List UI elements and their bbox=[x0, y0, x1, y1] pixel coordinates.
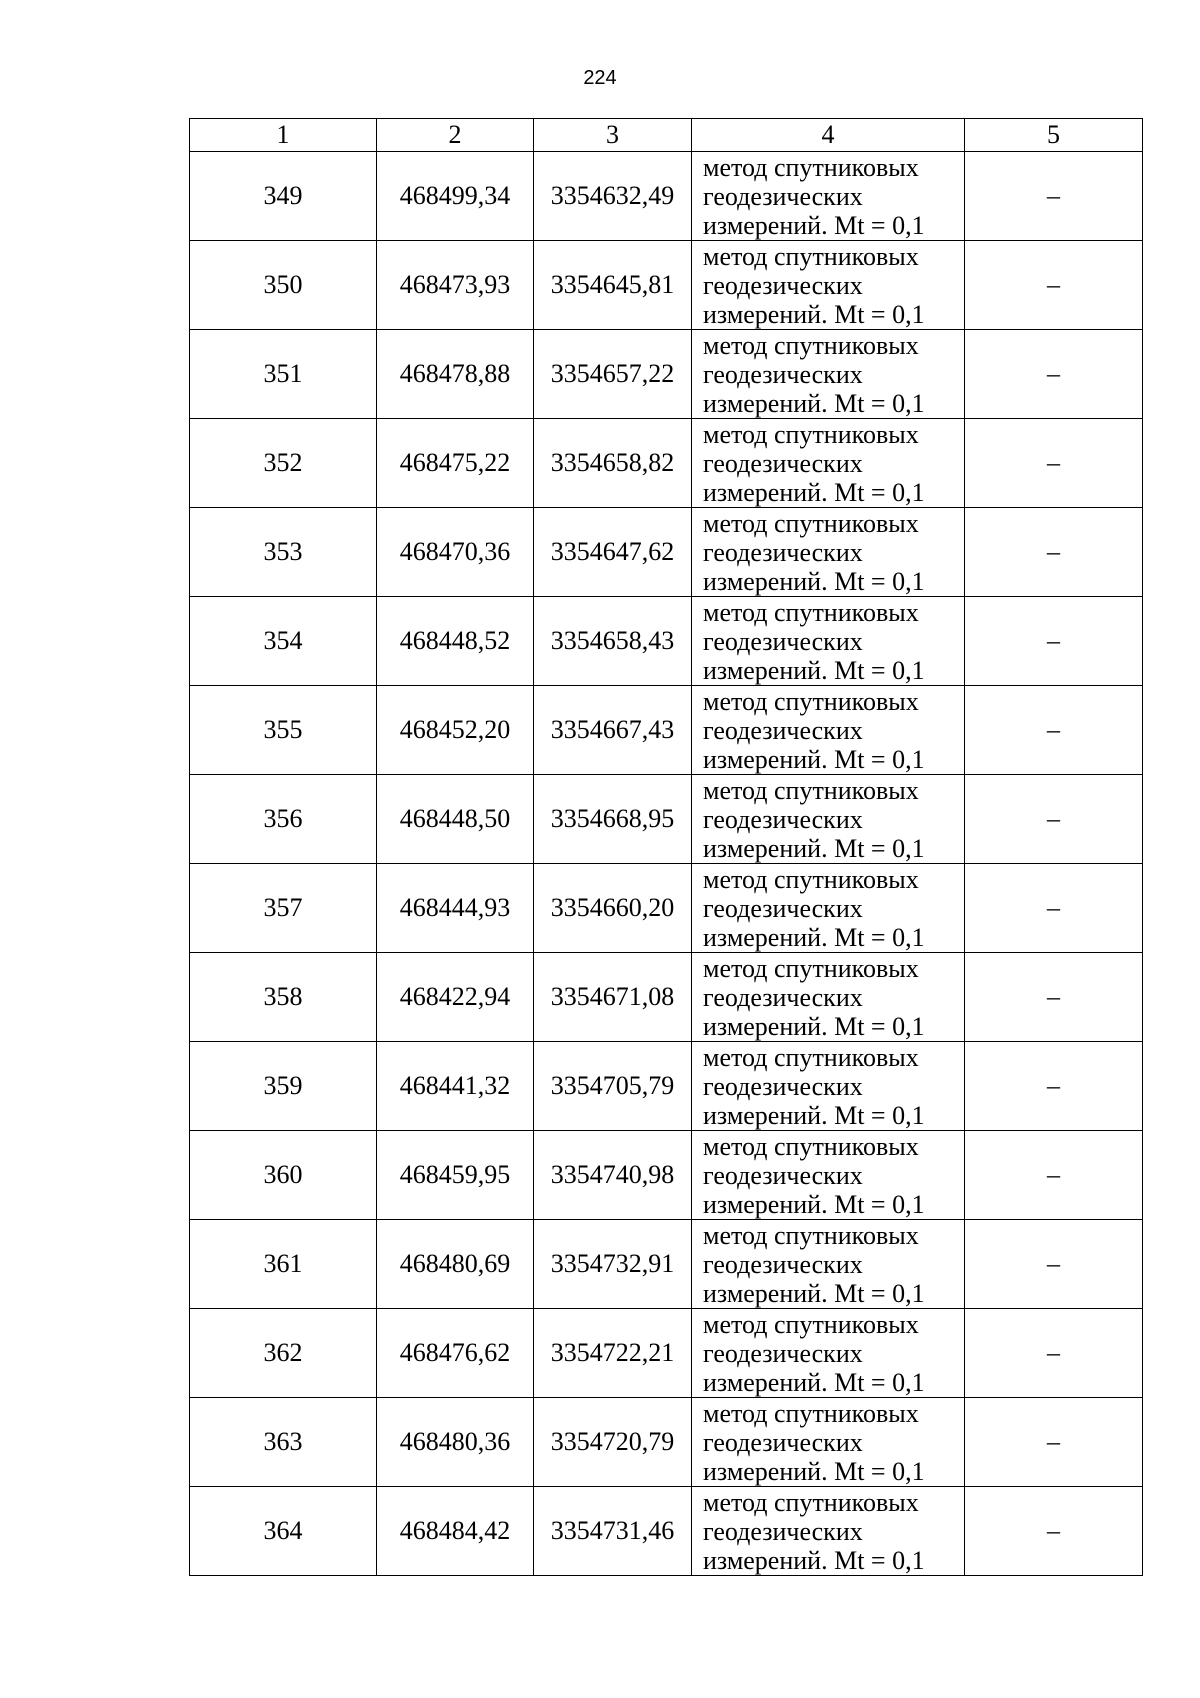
x-coordinate-cell: 468478,88 bbox=[377, 330, 534, 419]
note-cell: – bbox=[965, 1042, 1143, 1131]
header-col-3: 3 bbox=[534, 119, 692, 152]
method-cell bbox=[692, 864, 965, 953]
x-coordinate-cell: 468473,93 bbox=[377, 241, 534, 330]
table-row bbox=[190, 1220, 1143, 1309]
method-line: геодезических bbox=[703, 359, 863, 389]
method-line: геодезических bbox=[703, 1516, 863, 1546]
table-row bbox=[190, 597, 1143, 686]
table-body bbox=[190, 152, 1143, 1576]
y-coordinate-cell: 3354722,21 bbox=[534, 1309, 692, 1398]
note-cell: – bbox=[965, 775, 1143, 864]
note-cell: – bbox=[965, 1398, 1143, 1487]
x-coordinate-cell: 468441,32 bbox=[377, 1042, 534, 1131]
method-line: геодезических bbox=[703, 1249, 863, 1279]
method-line: измерений. Mt = 0,1 bbox=[703, 1189, 925, 1219]
y-coordinate-cell: 3354658,82 bbox=[534, 419, 692, 508]
point-number-cell: 362 bbox=[190, 1309, 377, 1398]
method-cell bbox=[692, 1220, 965, 1309]
note-cell: – bbox=[965, 1309, 1143, 1398]
method-cell bbox=[692, 1398, 965, 1487]
method-line: измерений. Mt = 0,1 bbox=[703, 744, 925, 774]
table-row bbox=[190, 775, 1143, 864]
point-number-cell: 360 bbox=[190, 1131, 377, 1220]
method-line: геодезических bbox=[703, 1427, 863, 1457]
method-cell bbox=[692, 953, 965, 1042]
method-cell bbox=[692, 241, 965, 330]
table-row bbox=[190, 152, 1143, 241]
table-header bbox=[190, 119, 1143, 152]
point-number-cell: 361 bbox=[190, 1220, 377, 1309]
method-cell bbox=[692, 775, 965, 864]
method-cell bbox=[692, 1042, 965, 1131]
point-number-cell: 350 bbox=[190, 241, 377, 330]
method-line: геодезических bbox=[703, 982, 863, 1012]
table-row bbox=[190, 1309, 1143, 1398]
note-cell: – bbox=[965, 1220, 1143, 1309]
y-coordinate-cell: 3354668,95 bbox=[534, 775, 692, 864]
y-coordinate-cell: 3354657,22 bbox=[534, 330, 692, 419]
method-line: измерений. Mt = 0,1 bbox=[703, 1456, 925, 1486]
point-number-cell: 353 bbox=[190, 508, 377, 597]
method-cell bbox=[692, 686, 965, 775]
method-line: метод спутниковых bbox=[703, 419, 919, 449]
method-line: измерений. Mt = 0,1 bbox=[703, 210, 925, 240]
method-line: геодезических bbox=[703, 804, 863, 834]
note-cell: – bbox=[965, 953, 1143, 1042]
method-line: измерений. Mt = 0,1 bbox=[703, 655, 925, 685]
table-row bbox=[190, 1398, 1143, 1487]
method-line: геодезических bbox=[703, 626, 863, 656]
y-coordinate-cell: 3354658,43 bbox=[534, 597, 692, 686]
method-line: геодезических bbox=[703, 1338, 863, 1368]
method-line: метод спутниковых bbox=[703, 1042, 919, 1072]
method-cell bbox=[692, 152, 965, 241]
table-row bbox=[190, 508, 1143, 597]
point-number-cell: 355 bbox=[190, 686, 377, 775]
note-cell: – bbox=[965, 1131, 1143, 1220]
header-col-1: 1 bbox=[190, 119, 377, 152]
method-line: геодезических bbox=[703, 448, 863, 478]
x-coordinate-cell: 468448,52 bbox=[377, 597, 534, 686]
method-line: геодезических bbox=[703, 893, 863, 923]
table-row bbox=[190, 1042, 1143, 1131]
method-line: измерений. Mt = 0,1 bbox=[703, 299, 925, 329]
method-line: метод спутниковых bbox=[703, 1487, 919, 1517]
table-row bbox=[190, 1487, 1143, 1576]
point-number-cell: 349 bbox=[190, 152, 377, 241]
table-row bbox=[190, 330, 1143, 419]
header-row bbox=[190, 119, 1143, 152]
method-cell bbox=[692, 330, 965, 419]
table-row bbox=[190, 686, 1143, 775]
method-line: геодезических bbox=[703, 537, 863, 567]
note-cell: – bbox=[965, 508, 1143, 597]
method-cell bbox=[692, 419, 965, 508]
table-row bbox=[190, 419, 1143, 508]
y-coordinate-cell: 3354632,49 bbox=[534, 152, 692, 241]
x-coordinate-cell: 468499,34 bbox=[377, 152, 534, 241]
method-line: измерений. Mt = 0,1 bbox=[703, 388, 925, 418]
x-coordinate-cell: 468452,20 bbox=[377, 686, 534, 775]
y-coordinate-cell: 3354671,08 bbox=[534, 953, 692, 1042]
point-number-cell: 358 bbox=[190, 953, 377, 1042]
y-coordinate-cell: 3354705,79 bbox=[534, 1042, 692, 1131]
point-number-cell: 363 bbox=[190, 1398, 377, 1487]
note-cell: – bbox=[965, 241, 1143, 330]
page-number: 224 bbox=[583, 67, 617, 89]
y-coordinate-cell: 3354720,79 bbox=[534, 1398, 692, 1487]
y-coordinate-cell: 3354660,20 bbox=[534, 864, 692, 953]
header-col-4: 4 bbox=[692, 119, 965, 152]
method-cell bbox=[692, 508, 965, 597]
method-cell bbox=[692, 597, 965, 686]
x-coordinate-cell: 468480,69 bbox=[377, 1220, 534, 1309]
point-number-cell: 357 bbox=[190, 864, 377, 953]
table-row bbox=[190, 864, 1143, 953]
point-number-cell: 364 bbox=[190, 1487, 377, 1576]
method-line: метод спутниковых bbox=[703, 152, 919, 182]
method-line: метод спутниковых bbox=[703, 1309, 919, 1339]
note-cell: – bbox=[965, 330, 1143, 419]
method-line: геодезических bbox=[703, 1071, 863, 1101]
method-cell bbox=[692, 1131, 965, 1220]
point-number-cell: 352 bbox=[190, 419, 377, 508]
y-coordinate-cell: 3354740,98 bbox=[534, 1131, 692, 1220]
note-cell: – bbox=[965, 419, 1143, 508]
point-number-cell: 354 bbox=[190, 597, 377, 686]
method-line: метод спутниковых bbox=[703, 1220, 919, 1250]
method-line: геодезических bbox=[703, 181, 863, 211]
table-row bbox=[190, 241, 1143, 330]
x-coordinate-cell: 468476,62 bbox=[377, 1309, 534, 1398]
method-line: метод спутниковых bbox=[703, 1398, 919, 1428]
note-cell: – bbox=[965, 864, 1143, 953]
method-line: измерений. Mt = 0,1 bbox=[703, 1278, 925, 1308]
header-col-5: 5 bbox=[965, 119, 1143, 152]
method-line: измерений. Mt = 0,1 bbox=[703, 1011, 925, 1041]
note-cell: – bbox=[965, 686, 1143, 775]
method-line: метод спутниковых bbox=[703, 953, 919, 983]
method-line: геодезических bbox=[703, 715, 863, 745]
method-line: метод спутниковых bbox=[703, 508, 919, 538]
method-line: метод спутниковых bbox=[703, 864, 919, 894]
x-coordinate-cell: 468475,22 bbox=[377, 419, 534, 508]
header-col-2: 2 bbox=[377, 119, 534, 152]
note-cell: – bbox=[965, 1487, 1143, 1576]
method-line: метод спутниковых bbox=[703, 241, 919, 271]
method-cell bbox=[692, 1309, 965, 1398]
method-line: измерений. Mt = 0,1 bbox=[703, 833, 925, 863]
note-cell: – bbox=[965, 152, 1143, 241]
point-number-cell: 356 bbox=[190, 775, 377, 864]
x-coordinate-cell: 468484,42 bbox=[377, 1487, 534, 1576]
method-line: измерений. Mt = 0,1 bbox=[703, 477, 925, 507]
method-line: измерений. Mt = 0,1 bbox=[703, 1100, 925, 1130]
x-coordinate-cell: 468444,93 bbox=[377, 864, 534, 953]
method-line: геодезических bbox=[703, 1160, 863, 1190]
table-row bbox=[190, 953, 1143, 1042]
point-number-cell: 351 bbox=[190, 330, 377, 419]
y-coordinate-cell: 3354731,46 bbox=[534, 1487, 692, 1576]
y-coordinate-cell: 3354732,91 bbox=[534, 1220, 692, 1309]
point-number-cell: 359 bbox=[190, 1042, 377, 1131]
method-line: измерений. Mt = 0,1 bbox=[703, 566, 925, 596]
method-line: измерений. Mt = 0,1 bbox=[703, 922, 925, 952]
method-line: измерений. Mt = 0,1 bbox=[703, 1545, 925, 1575]
method-line: метод спутниковых bbox=[703, 686, 919, 716]
table-row bbox=[190, 1131, 1143, 1220]
x-coordinate-cell: 468459,95 bbox=[377, 1131, 534, 1220]
x-coordinate-cell: 468448,50 bbox=[377, 775, 534, 864]
method-line: измерений. Mt = 0,1 bbox=[703, 1367, 925, 1397]
method-line: метод спутниковых bbox=[703, 597, 919, 627]
method-line: геодезических bbox=[703, 270, 863, 300]
method-line: метод спутниковых bbox=[703, 330, 919, 360]
y-coordinate-cell: 3354645,81 bbox=[534, 241, 692, 330]
y-coordinate-cell: 3354667,43 bbox=[534, 686, 692, 775]
method-line: метод спутниковых bbox=[703, 775, 919, 805]
method-cell bbox=[692, 1487, 965, 1576]
note-cell: – bbox=[965, 597, 1143, 686]
x-coordinate-cell: 468480,36 bbox=[377, 1398, 534, 1487]
method-line: метод спутниковых bbox=[703, 1131, 919, 1161]
coordinates-table bbox=[189, 118, 1143, 1576]
x-coordinate-cell: 468422,94 bbox=[377, 953, 534, 1042]
x-coordinate-cell: 468470,36 bbox=[377, 508, 534, 597]
y-coordinate-cell: 3354647,62 bbox=[534, 508, 692, 597]
